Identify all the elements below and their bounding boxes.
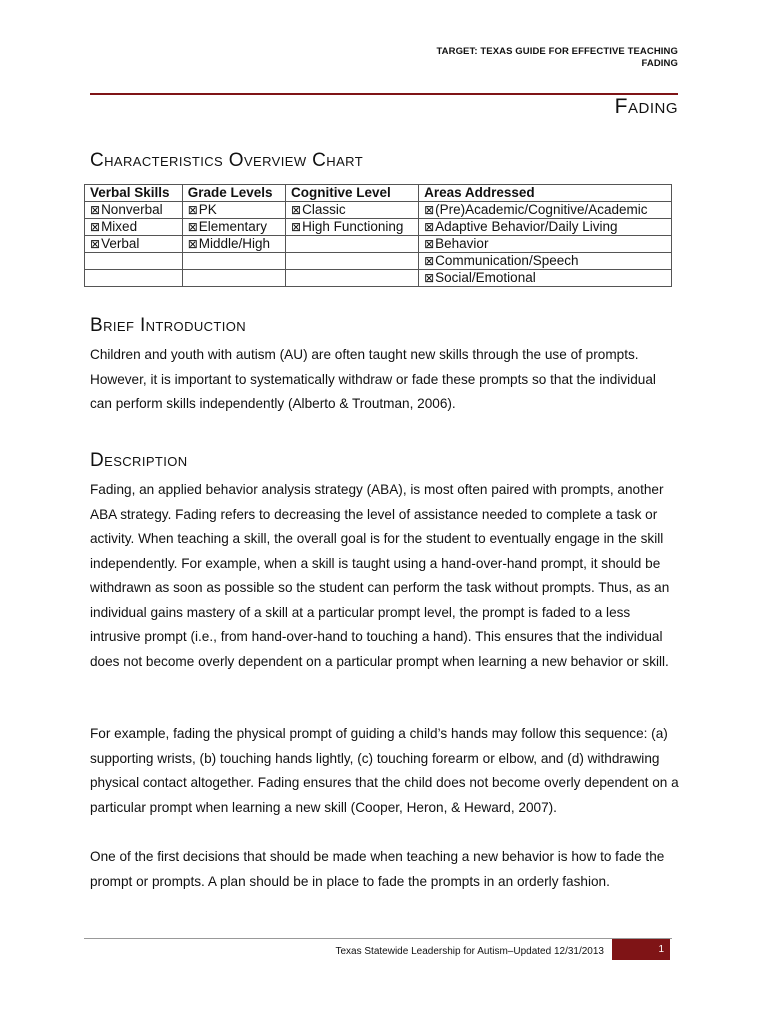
- running-header: [436, 46, 678, 70]
- checked-box-icon: ⊠: [187, 220, 198, 234]
- description-paragraph-1: Fading, an applied behavior analysis strategy (ABA), is most often paired with prompts, another ABA strategy. Fading refers to decreasing the level of assistance needed to complete a task or activity. When teaching a skill, the overall goal is for the student to eventually engage in the skill independently. For example, when a skill is taught using a hand-over-hand prompt, it should be withdrawn as soon as possible so the student can perform the task without prompts. Thus, as an individual gains mastery of a skill at a particular prompt level, the prompt is faded to a less intrusive prompt (i.e., from hand-over-hand to touching a hand). This ensures that the individual does not become overly dependent on a particular prompt when learning a new behavior or skill.: [90, 482, 670, 669]
- table-cell: [286, 270, 419, 287]
- table-cell: [419, 253, 672, 270]
- intro-heading: Brief Introduction: [90, 315, 247, 336]
- column-header: Areas Addressed: [419, 185, 672, 202]
- table-cell: [419, 270, 672, 287]
- header-line-2: FADING: [641, 58, 678, 69]
- cell-label: High Functioning: [302, 219, 404, 234]
- table-cell: [182, 270, 285, 287]
- table-cell: [286, 236, 419, 253]
- table-row: [85, 236, 672, 253]
- footer-text: Texas Statewide Leadership for Autism–Updated 12/31/2013: [335, 946, 604, 957]
- checked-box-icon: ⊠: [424, 271, 435, 285]
- table-cell: [85, 270, 183, 287]
- checked-box-icon: ⊠: [424, 203, 435, 217]
- table-cell: [419, 202, 672, 219]
- cell-label: Middle/High: [198, 236, 271, 251]
- table-cell: [419, 219, 672, 236]
- table-cell: [85, 219, 183, 236]
- table-header-row: [85, 185, 672, 202]
- description-heading: Description: [90, 450, 188, 471]
- cell-label: (Pre)Academic/Cognitive/Academic: [435, 202, 648, 217]
- cell-label: Mixed: [101, 219, 138, 234]
- checked-box-icon: ⊠: [424, 237, 435, 251]
- checked-box-icon: ⊠: [90, 220, 101, 234]
- checked-box-icon: ⊠: [424, 254, 435, 268]
- table-cell: [85, 202, 183, 219]
- column-header: Cognitive Level: [286, 185, 419, 202]
- checked-box-icon: ⊠: [187, 203, 198, 217]
- cell-label: Behavior: [435, 236, 489, 251]
- checked-box-icon: ⊠: [424, 220, 435, 234]
- cell-label: Verbal: [101, 236, 140, 251]
- cell-label: PK: [198, 202, 217, 217]
- checked-box-icon: ⊠: [90, 203, 101, 217]
- table-cell: [85, 253, 183, 270]
- table-row: [85, 253, 672, 270]
- checked-box-icon: ⊠: [291, 220, 302, 234]
- characteristics-table: [84, 184, 672, 287]
- table-cell: [182, 202, 285, 219]
- page-number: 1: [612, 939, 670, 960]
- table-cell: [419, 236, 672, 253]
- table-cell: [182, 236, 285, 253]
- table-cell: [182, 219, 285, 236]
- checked-box-icon: ⊠: [187, 237, 198, 251]
- table-cell: [286, 219, 419, 236]
- column-header: Grade Levels: [182, 185, 285, 202]
- table-row: [85, 202, 672, 219]
- cell-label: Adaptive Behavior/Daily Living: [435, 219, 618, 234]
- table-row: [85, 219, 672, 236]
- cell-label: Communication/Speech: [435, 253, 579, 268]
- checked-box-icon: ⊠: [90, 237, 101, 251]
- intro-paragraph: Children and youth with autism (AU) are often taught new skills through the use of prompts. However, it is important to systematically withdraw or fade these prompts so that the individual can perform skills independently (Alberto & Troutman, 2006).: [90, 347, 656, 411]
- table-body: [85, 202, 672, 287]
- table-cell: [286, 202, 419, 219]
- description-paragraph-2: For example, fading the physical prompt of guiding a child’s hands may follow this sequence: (a) supporting wrists, (b) touching hands lightly, (c) touching forearm or elbow, and (d) withdrawing physical contact altogether. Fading ensures that the child does not become overly dependent on a particular prompt when learning a new skill (Cooper, Heron, & Heward, 2007).: [90, 726, 679, 815]
- cell-label: Nonverbal: [101, 202, 163, 217]
- table-row: [85, 270, 672, 287]
- cell-label: Classic: [302, 202, 346, 217]
- cell-label: Elementary: [198, 219, 268, 234]
- header-line-1: TARGET: TEXAS GUIDE FOR EFFECTIVE TEACHING: [436, 46, 678, 57]
- checked-box-icon: ⊠: [291, 203, 302, 217]
- footer-divider: [84, 938, 672, 939]
- header-divider: [90, 93, 678, 95]
- chart-section-heading: Characteristics Overview Chart: [90, 150, 364, 171]
- table-cell: [182, 253, 285, 270]
- table-cell: [85, 236, 183, 253]
- document-title: Fading: [614, 95, 678, 118]
- column-header: Verbal Skills: [85, 185, 183, 202]
- cell-label: Social/Emotional: [435, 270, 536, 285]
- description-paragraph-3: One of the first decisions that should be made when teaching a new behavior is how to fade the prompt or prompts. A plan should be in place to fade the prompts in an orderly fashion.: [90, 849, 665, 889]
- table-cell: [286, 253, 419, 270]
